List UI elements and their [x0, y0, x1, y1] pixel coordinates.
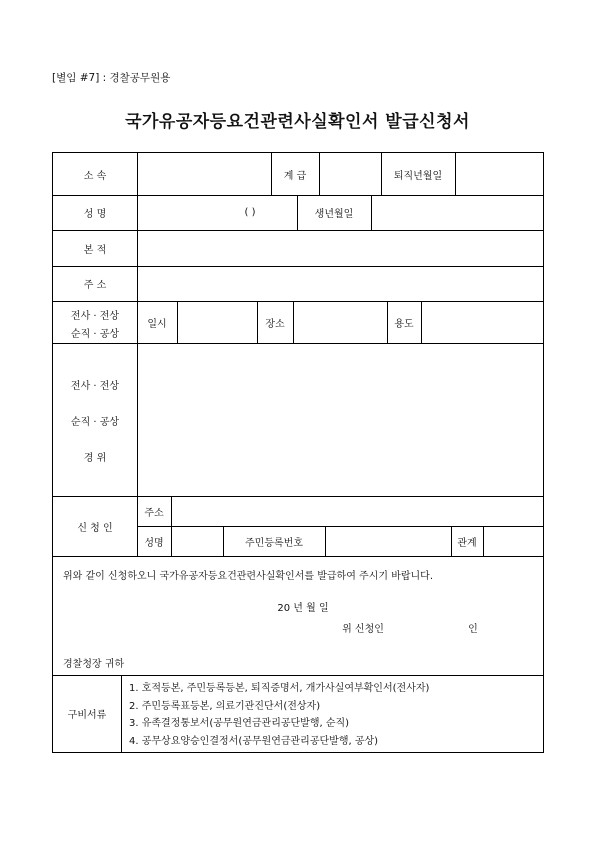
place-field[interactable] [294, 301, 387, 343]
required-docs-list [129, 680, 429, 750]
applicant-relation-label: 관계 [457, 537, 477, 549]
request-statement: 위와 같이 신청하오니 국가유공자등요건관련사실확인서를 발급하여 주시기 바랍니다. [63, 570, 434, 582]
attachment-note: [별임 #7] : 경찰공무원용 [52, 72, 171, 84]
domicile-label: 본 적 [83, 244, 107, 256]
affiliation-field[interactable] [138, 153, 270, 195]
applicant-address-field[interactable] [172, 496, 543, 526]
circumstance-label-2: 순직 · 공상 [70, 416, 120, 428]
rank-label: 계 급 [283, 170, 307, 182]
applicant-address-label: 주소 [144, 507, 164, 519]
datetime-label: 일시 [147, 318, 167, 330]
required-doc-item: 4. 공무상요양승인결정서(공무원연금관리공단발행, 공상) [129, 735, 379, 747]
required-docs-label: 구비서류 [67, 710, 107, 721]
use-label: 용도 [394, 318, 414, 330]
signer-label: 위 신청인 [342, 623, 384, 635]
address-field[interactable] [138, 266, 543, 301]
incident-type-label-2: 순직 · 공상 [70, 328, 120, 340]
incident-type-label-1: 전사 · 전상 [70, 310, 120, 322]
application-form-table [52, 152, 544, 753]
applicant-name-label: 성명 [144, 537, 164, 549]
rank-field[interactable] [320, 153, 380, 195]
retire-date-label: 퇴직년월일 [393, 170, 443, 182]
name-field[interactable]: ( ) [244, 207, 256, 218]
name-label: 성 명 [83, 209, 107, 220]
birth-date-field[interactable] [372, 195, 543, 230]
circumstance-label-1: 전사 · 전상 [70, 380, 120, 392]
applicant-rrn-label: 주민등록번호 [245, 537, 303, 549]
applicant-rrn-field[interactable] [326, 526, 451, 556]
use-field[interactable] [422, 301, 543, 343]
circumstance-field[interactable] [138, 344, 543, 496]
affiliation-label: 소 속 [83, 170, 107, 182]
applicant-label: 신 청 인 [77, 522, 113, 534]
request-date: 20 년 월 일 [277, 602, 329, 614]
datetime-field[interactable] [178, 301, 257, 343]
retire-date-field[interactable] [456, 153, 543, 195]
domicile-field[interactable] [138, 230, 543, 266]
addressee: 경찰청장 귀하 [63, 658, 125, 670]
applicant-name-field[interactable] [172, 526, 223, 556]
circumstance-label-3: 경 위 [83, 452, 107, 464]
required-doc-item: 2. 주민등록표등본, 의료기관진단서(전상자) [129, 700, 321, 712]
birth-date-label: 생년월일 [314, 209, 354, 220]
form-title: 국가유공자등요건관련사실확인서 발급신청서 [125, 112, 470, 132]
place-label: 장소 [265, 318, 285, 330]
required-doc-item: 1. 호적등본, 주민등록등본, 퇴직증명서, 개가사실여부확인서(전사자) [129, 683, 430, 694]
required-doc-item: 3. 유족결정통보서(공무원연금관리공단발행, 순직) [129, 718, 350, 729]
address-label: 주 소 [83, 280, 107, 291]
seal-mark: 인 [468, 623, 478, 635]
applicant-relation-field[interactable] [484, 526, 543, 556]
